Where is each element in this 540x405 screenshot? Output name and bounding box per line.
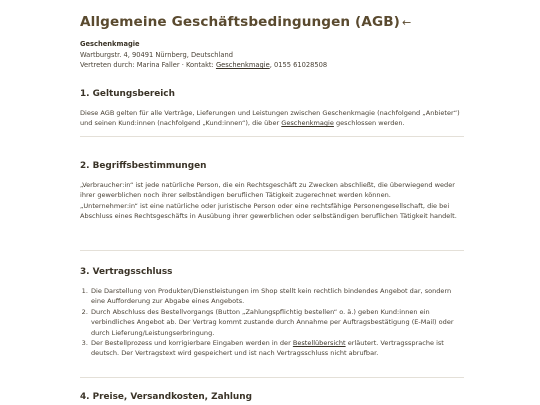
definition-entrepreneur: „Unternehmer:in“ ist eine natürliche oder juristische Person oder eine rechtsfähige Personengesellschaft, die bei Abschluss eines Rechtsgeschäfts in Ausübung ihrer gewerblichen oder selbständigen beruflichen Tätigkeit handelt. (80, 201, 457, 221)
paragraph-text: Diese AGB gelten für alle Verträge, Lieferungen und Leistungen zwischen Geschenkmagie (nachfolgend „Anbieter“) und seinen Kund:innen (nachfolgend „Kund:innen“), die über (80, 109, 460, 128)
section-paragraph (80, 108, 464, 129)
section-preise (80, 391, 464, 403)
section-divider (80, 377, 464, 378)
section-geltungsbereich (80, 88, 464, 129)
document-content (80, 12, 464, 402)
company-name: Geschenkmagie (80, 40, 140, 48)
list-item: 2. Durch Abschluss des Bestellvorgangs (Button „Zahlungspflichtig bestellen“ o. ä.) geben Kund:innen ein verbindliches Angebot ab. Der Vertrag kommt zustande durch Annahme per Auftragsbestätigung (E-Mail) oder durch Lieferung/Leistungserbringung. (90, 307, 464, 338)
back-arrow-icon[interactable]: ← (401, 16, 412, 29)
section-divider (80, 250, 464, 251)
company-phone: , 0155 61028508 (269, 61, 328, 69)
list-item-text: erläutert. Vertragssprache ist deutsch. Der Vertragstext wird gespeichert und ist nach Vertragsschluss nicht abrufbar. (91, 339, 444, 358)
section-divider (80, 136, 464, 137)
list-item: 1. Die Darstellung von Produkten/Dienstleistungen im Shop stellt kein rechtlich bindendes Angebot dar, sondern eine Aufforderung zur Abgabe eines Angebots. (90, 286, 464, 307)
list-item (90, 338, 464, 359)
company-address: Wartburgstr. 4, 90491 Nürnberg, Deutschland (80, 50, 233, 59)
page-title-text: Allgemeine Geschäftsbedingungen (AGB) (80, 14, 400, 30)
section-heading: 1. Geltungsbereich (80, 89, 175, 99)
represented-by-text: Vertreten durch: Marina Faller · Kontakt: (80, 61, 214, 69)
shop-link[interactable]: Geschenkmagie (281, 119, 334, 128)
section-begriffsbestimmungen (80, 160, 464, 222)
company-info (80, 39, 464, 71)
company-contact-line (80, 60, 464, 71)
definition-consumer: „Verbraucher:in“ ist jede natürliche Person, die ein Rechtsgeschäft zu Zwecken abschließt, die überwiegend weder ihrer gewerblichen noch ihrer selbständigen beruflichen Tätigkeit zugerechnet werden können. (80, 181, 455, 200)
contact-link[interactable]: Geschenkmagie (215, 61, 270, 69)
order-overview-link[interactable]: Bestellübersicht (292, 339, 346, 348)
list-item-text: Der Bestellprozess und korrigierbare Eingaben werden in der (91, 339, 291, 348)
section-heading: 3. Vertragsschluss (80, 267, 173, 277)
section-heading: 4. Preise, Versandkosten, Zahlung (80, 392, 252, 402)
page-title (80, 12, 464, 33)
contract-list (80, 286, 464, 359)
section-heading: 2. Begriffsbestimmungen (80, 161, 207, 171)
paragraph-text: geschlossen werden. (336, 119, 405, 128)
section-vertragsschluss (80, 266, 464, 359)
